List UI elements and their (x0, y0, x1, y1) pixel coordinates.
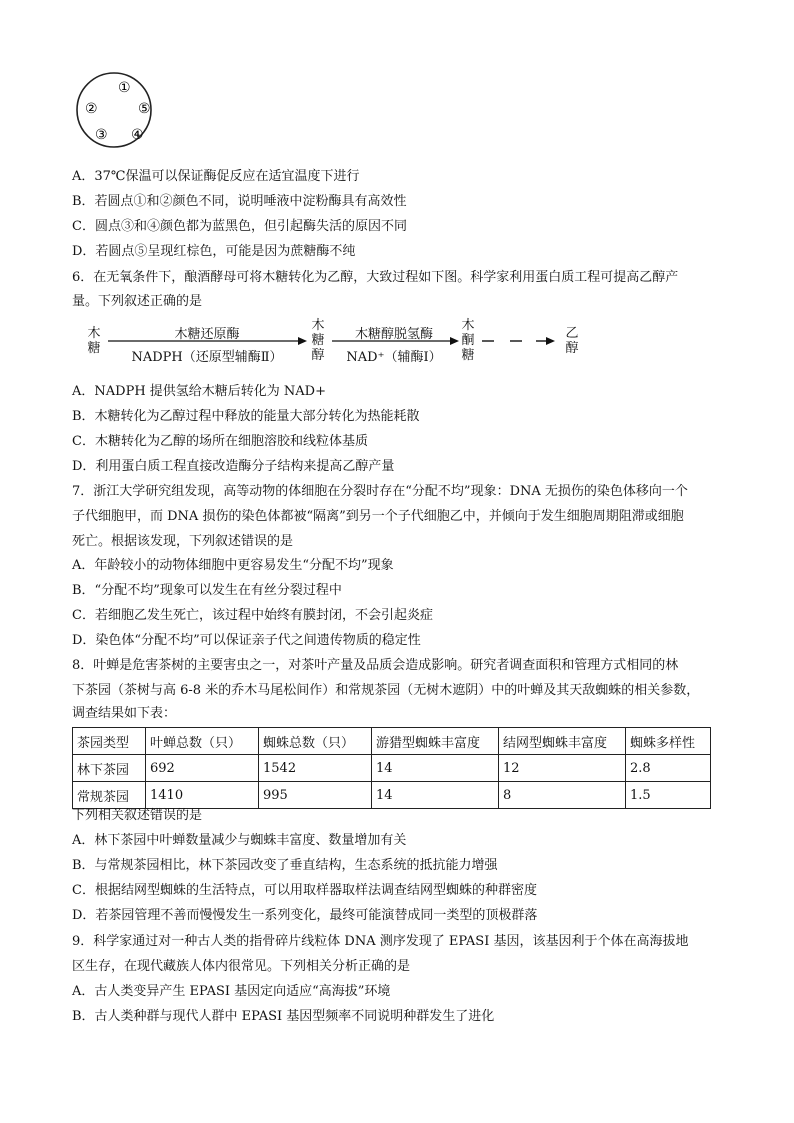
q7-option-a: A．年龄较小的动物体细胞中更容易发生“分配不均”现象 (72, 558, 394, 573)
table-cell: 2.8 (626, 755, 711, 782)
q7-stem-line2: 子代细胞甲，而 DNA 损伤的染色体都被“隔离”到另一个子代细胞乙中，并倾向于发生细胞周期阻滞或细胞 (72, 509, 684, 524)
q8-option-c: C．根据结网型蜘蛛的生活特点，可以用取样器取样法调查结网型蜘蛛的种群密度 (72, 883, 537, 898)
q7-option-b: B．“分配不均”现象可以发生在有丝分裂过程中 (72, 583, 342, 598)
q5-option-d: D．若圆点⑤呈现红棕色，可能是因为蔗糖酶不纯 (72, 244, 356, 259)
table-cell: 8 (499, 782, 626, 809)
q7-stem-line1: 7．浙江大学研究组发现，高等动物的体细胞在分裂时存在“分配不均”现象：DNA 无损伤的染色体移向一个 (72, 484, 688, 499)
petri-dish-diagram (74, 70, 154, 150)
q8-stem-line3: 调查结果如下表： (72, 706, 177, 721)
node-xylulose: 木 酮 糖 (461, 318, 475, 363)
table-cell: 14 (372, 782, 499, 809)
q8-option-d: D．若茶园管理不善而慢慢发生一系列变化，最终可能演替成同一类型的顶极群落 (72, 908, 538, 923)
table-header-row (73, 728, 711, 755)
table-header-cell: 蜘蛛多样性 (626, 728, 711, 755)
table-header-cell: 游猎型蜘蛛丰富度 (372, 728, 499, 755)
enzyme2-label: 木糖醇脱氢酶 (354, 327, 433, 342)
node-ethanol: 乙 醇 (565, 326, 579, 356)
q8-option-a: A．林下茶园中叶蝉数量减少与蜘蛛丰富度、数量增加有关 (72, 833, 407, 848)
cofactor1-label: NADPH（还原型辅酶Ⅱ） (131, 350, 283, 365)
q6-stem-line2: 量。下列叙述正确的是 (72, 294, 203, 309)
table-header-cell: 茶园类型 (73, 728, 146, 755)
node-xylose: 木 糖 (87, 326, 101, 356)
table-header-cell: 蜘蛛总数（只） (259, 728, 372, 755)
spot-5-label: ⑤ (138, 101, 151, 117)
q8-stem-line1: 8．叶蝉是危害茶树的主要害虫之一，对茶叶产量及品质会造成影响。研究者调查面积和管理方式相同的林 (72, 658, 679, 673)
q9-stem-line2: 区生存，在现代藏族人体内很常见。下列相关分析正确的是 (72, 959, 411, 974)
table-cell: 1542 (259, 755, 372, 782)
q7-option-c: C．若细胞乙发生死亡，该过程中始终有膜封闭，不会引起炎症 (72, 608, 433, 623)
table-cell: 林下茶园 (73, 755, 146, 782)
q5-option-a: A．37℃保温可以保证酶促反应在适宜温度下进行 (72, 169, 360, 184)
q6-option-b: B．木糖转化为乙醇过程中释放的能量大部分转化为热能耗散 (72, 409, 420, 424)
q6-option-d: D．利用蛋白质工程直接改造酶分子结构来提高乙醇产量 (72, 459, 395, 474)
xylose-pathway-diagram (72, 318, 592, 374)
q7-stem-line3: 死亡。根据该发现，下列叙述错误的是 (72, 534, 294, 549)
arrow-2 (332, 336, 462, 346)
table-row (73, 782, 711, 809)
q8-stem-line2: 下茶园（茶树与高 6-8 米的乔木马尾松间作）和常规茶园（无树木遮阴）中的叶蝉及其天敌蜘蛛的相关参数， (72, 683, 700, 698)
q6-option-c: C．木糖转化为乙醇的场所在细胞溶胶和线粒体基质 (72, 434, 368, 449)
table-header-cell: 结网型蜘蛛丰富度 (499, 728, 626, 755)
cofactor2-label: NAD⁺（辅酶Ⅰ） (346, 350, 442, 365)
table-header-cell: 叶蝉总数（只） (146, 728, 259, 755)
q9-option-a: A．古人类变异产生 EPASI 基因定向适应“高海拔”环境 (72, 984, 391, 999)
q5-option-b: B．若圆点①和②颜色不同，说明唾液中淀粉酶具有高效性 (72, 194, 407, 209)
q9-stem-line1: 9．科学家通过对一种古人类的指骨碎片线粒体 DNA 测序发现了 EPASI 基因，该基因利于个体在高海拔地 (72, 934, 689, 949)
enzyme1-label: 木糖还原酶 (174, 327, 240, 342)
spot-3-label: ③ (95, 127, 108, 143)
spot-4-label: ④ (131, 127, 144, 143)
q9-option-b: B．古人类种群与现代人群中 EPASI 基因型频率不同说明种群发生了进化 (72, 1009, 495, 1024)
table-cell: 995 (259, 782, 372, 809)
table-cell: 1.5 (626, 782, 711, 809)
q8-after-table: 下列相关叙述错误的是 (72, 808, 203, 823)
q6-option-a: A．NADPH 提供氢给木糖后转化为 NAD+ (72, 384, 327, 399)
q5-option-c: C．圆点③和④颜色都为蓝黑色，但引起酶失活的原因不同 (72, 219, 407, 234)
node-xylitol: 木 糖 醇 (311, 318, 325, 363)
table-cell: 1410 (146, 782, 259, 809)
spot-2-label: ② (85, 101, 98, 117)
q7-option-d: D．染色体“分配不均”可以保证亲子代之间遗传物质的稳定性 (72, 633, 421, 648)
table-cell: 常规茶园 (73, 782, 146, 809)
table-cell: 692 (146, 755, 259, 782)
dashed-arrow (480, 336, 560, 346)
table-cell: 14 (372, 755, 499, 782)
q8-option-b: B．与常规茶园相比，林下茶园改变了垂直结构，生态系统的抵抗能力增强 (72, 858, 498, 873)
survey-table (72, 727, 711, 809)
arrow-1 (108, 336, 308, 346)
spot-1-label: ① (118, 80, 131, 96)
q6-stem-line1: 6．在无氧条件下，酿酒酵母可将木糖转化为乙醇，大致过程如下图。科学家利用蛋白质工程可提高乙醇产 (72, 270, 679, 285)
table-cell: 12 (499, 755, 626, 782)
table-row (73, 755, 711, 782)
